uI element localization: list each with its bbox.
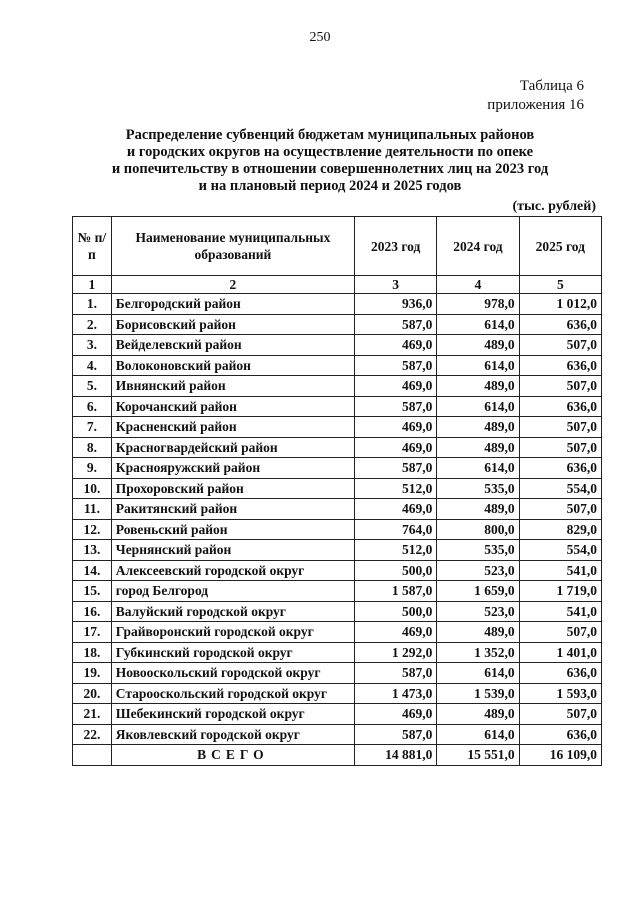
municipality-name: Новооскольский городской округ	[111, 663, 354, 684]
value-2023: 1 587,0	[355, 581, 437, 602]
row-number: 9.	[73, 458, 112, 479]
municipality-name: Шебекинский городской округ	[111, 704, 354, 725]
row-number: 11.	[73, 499, 112, 520]
table-row	[73, 478, 602, 499]
table-row	[73, 458, 602, 479]
table-row	[73, 519, 602, 540]
row-number: 1.	[73, 294, 112, 315]
subsidy-table	[72, 216, 602, 766]
value-2023: 469,0	[355, 704, 437, 725]
row-number: 18.	[73, 642, 112, 663]
table-row	[73, 642, 602, 663]
column-index-row	[73, 276, 602, 294]
value-2025: 507,0	[519, 335, 601, 356]
value-2023: 469,0	[355, 499, 437, 520]
table-row	[73, 499, 602, 520]
row-number: 10.	[73, 478, 112, 499]
column-index: 2	[111, 276, 354, 294]
value-2023: 469,0	[355, 417, 437, 438]
value-2025: 507,0	[519, 499, 601, 520]
municipality-name: город Белгород	[111, 581, 354, 602]
value-2024: 614,0	[437, 663, 519, 684]
table-row	[73, 581, 602, 602]
table-row	[73, 294, 602, 315]
table-row	[73, 376, 602, 397]
table-row	[73, 663, 602, 684]
value-2024: 614,0	[437, 396, 519, 417]
column-index: 5	[519, 276, 601, 294]
table-reference	[487, 77, 584, 115]
table-header-row	[73, 217, 602, 276]
row-number: 5.	[73, 376, 112, 397]
municipality-name: Корочанский район	[111, 396, 354, 417]
value-2023: 469,0	[355, 376, 437, 397]
row-number: 4.	[73, 355, 112, 376]
value-2025: 507,0	[519, 376, 601, 397]
units-label: (тыс. рублей)	[512, 199, 596, 214]
value-2024: 489,0	[437, 417, 519, 438]
value-2024: 614,0	[437, 724, 519, 745]
value-2025: 636,0	[519, 724, 601, 745]
value-2023: 587,0	[355, 458, 437, 479]
row-number: 12.	[73, 519, 112, 540]
header-name: Наименование муниципальных образований	[111, 217, 354, 276]
value-2025: 636,0	[519, 458, 601, 479]
total-label: ВСЕГО	[111, 745, 354, 766]
municipality-name: Грайворонский городской округ	[111, 622, 354, 643]
header-2024: 2024 год	[437, 217, 519, 276]
value-2024: 978,0	[437, 294, 519, 315]
value-2025: 636,0	[519, 663, 601, 684]
municipality-name: Прохоровский район	[111, 478, 354, 499]
municipality-name: Ровеньский район	[111, 519, 354, 540]
table-row	[73, 437, 602, 458]
value-2024: 489,0	[437, 499, 519, 520]
value-2023: 764,0	[355, 519, 437, 540]
value-2023: 587,0	[355, 355, 437, 376]
value-2024: 1 352,0	[437, 642, 519, 663]
table-row	[73, 704, 602, 725]
municipality-name: Чернянский район	[111, 540, 354, 561]
value-2025: 1 593,0	[519, 683, 601, 704]
row-number: 2.	[73, 314, 112, 335]
municipality-name: Краснояружский район	[111, 458, 354, 479]
value-2023: 512,0	[355, 478, 437, 499]
value-2025: 554,0	[519, 540, 601, 561]
value-2023: 1 292,0	[355, 642, 437, 663]
value-2024: 1 659,0	[437, 581, 519, 602]
municipality-name: Валуйский городской округ	[111, 601, 354, 622]
value-2025: 636,0	[519, 314, 601, 335]
value-2025: 554,0	[519, 478, 601, 499]
municipality-name: Ракитянский район	[111, 499, 354, 520]
value-2023: 1 473,0	[355, 683, 437, 704]
total-num-cell	[73, 745, 112, 766]
row-number: 13.	[73, 540, 112, 561]
value-2024: 489,0	[437, 437, 519, 458]
value-2024: 614,0	[437, 458, 519, 479]
row-number: 17.	[73, 622, 112, 643]
municipality-name: Белгородский район	[111, 294, 354, 315]
row-number: 6.	[73, 396, 112, 417]
value-2023: 469,0	[355, 437, 437, 458]
table-row	[73, 417, 602, 438]
header-2023: 2023 год	[355, 217, 437, 276]
value-2024: 535,0	[437, 478, 519, 499]
title-line-1: Распределение субвенций бюджетам муниципальных районов	[125, 127, 535, 143]
table-row	[73, 540, 602, 561]
municipality-name: Алексеевский городской округ	[111, 560, 354, 581]
total-row	[73, 745, 602, 766]
document-title	[90, 127, 570, 195]
row-number: 14.	[73, 560, 112, 581]
value-2024: 489,0	[437, 376, 519, 397]
value-2025: 636,0	[519, 396, 601, 417]
value-2024: 489,0	[437, 335, 519, 356]
row-number: 16.	[73, 601, 112, 622]
value-2024: 535,0	[437, 540, 519, 561]
value-2023: 469,0	[355, 622, 437, 643]
header-2025: 2025 год	[519, 217, 601, 276]
table-row	[73, 622, 602, 643]
row-number: 15.	[73, 581, 112, 602]
row-number: 21.	[73, 704, 112, 725]
municipality-name: Ивнянский район	[111, 376, 354, 397]
value-2023: 587,0	[355, 663, 437, 684]
value-2024: 1 539,0	[437, 683, 519, 704]
row-number: 22.	[73, 724, 112, 745]
municipality-name: Красногвардейский район	[111, 437, 354, 458]
value-2025: 1 401,0	[519, 642, 601, 663]
value-2025: 1 012,0	[519, 294, 601, 315]
row-number: 20.	[73, 683, 112, 704]
page-number: 250	[309, 30, 331, 45]
value-2025: 636,0	[519, 355, 601, 376]
total-2024: 15 551,0	[437, 745, 519, 766]
value-2023: 469,0	[355, 335, 437, 356]
municipality-name: Красненский район	[111, 417, 354, 438]
table-row	[73, 724, 602, 745]
municipality-name: Яковлевский городской округ	[111, 724, 354, 745]
value-2024: 523,0	[437, 601, 519, 622]
row-number: 3.	[73, 335, 112, 356]
value-2023: 587,0	[355, 724, 437, 745]
municipality-name: Вейделевский район	[111, 335, 354, 356]
value-2024: 489,0	[437, 704, 519, 725]
table-body	[73, 294, 602, 745]
value-2024: 523,0	[437, 560, 519, 581]
value-2025: 1 719,0	[519, 581, 601, 602]
value-2023: 500,0	[355, 560, 437, 581]
table-row	[73, 560, 602, 581]
row-number: 7.	[73, 417, 112, 438]
value-2023: 500,0	[355, 601, 437, 622]
value-2023: 587,0	[355, 314, 437, 335]
value-2024: 800,0	[437, 519, 519, 540]
value-2025: 507,0	[519, 417, 601, 438]
total-2025: 16 109,0	[519, 745, 601, 766]
table-row	[73, 683, 602, 704]
row-number: 8.	[73, 437, 112, 458]
column-index: 3	[355, 276, 437, 294]
value-2025: 507,0	[519, 622, 601, 643]
table-row	[73, 355, 602, 376]
municipality-name: Старооскольский городской округ	[111, 683, 354, 704]
municipality-name: Борисовский район	[111, 314, 354, 335]
table-row	[73, 601, 602, 622]
table-row	[73, 396, 602, 417]
value-2025: 507,0	[519, 437, 601, 458]
total-2023: 14 881,0	[355, 745, 437, 766]
value-2024: 489,0	[437, 622, 519, 643]
column-index: 1	[73, 276, 112, 294]
municipality-name: Волоконовский район	[111, 355, 354, 376]
value-2023: 512,0	[355, 540, 437, 561]
value-2024: 614,0	[437, 314, 519, 335]
column-index: 4	[437, 276, 519, 294]
value-2025: 507,0	[519, 704, 601, 725]
value-2023: 587,0	[355, 396, 437, 417]
table-ref-line-1: Таблица 6	[519, 78, 584, 94]
title-line-4: и на плановый период 2024 и 2025 годов	[198, 178, 462, 194]
value-2025: 541,0	[519, 560, 601, 581]
title-line-2: и городских округов на осуществление деятельности по опеке	[126, 144, 534, 160]
value-2024: 614,0	[437, 355, 519, 376]
value-2025: 541,0	[519, 601, 601, 622]
row-number: 19.	[73, 663, 112, 684]
table-row	[73, 335, 602, 356]
title-line-3: и попечительству в отношении совершеннолетних лиц на 2023 год	[111, 161, 549, 177]
value-2025: 829,0	[519, 519, 601, 540]
municipality-name: Губкинский городской округ	[111, 642, 354, 663]
header-num: № п/п	[73, 217, 112, 276]
table-row	[73, 314, 602, 335]
table-ref-line-2: приложения 16	[487, 97, 584, 113]
value-2023: 936,0	[355, 294, 437, 315]
